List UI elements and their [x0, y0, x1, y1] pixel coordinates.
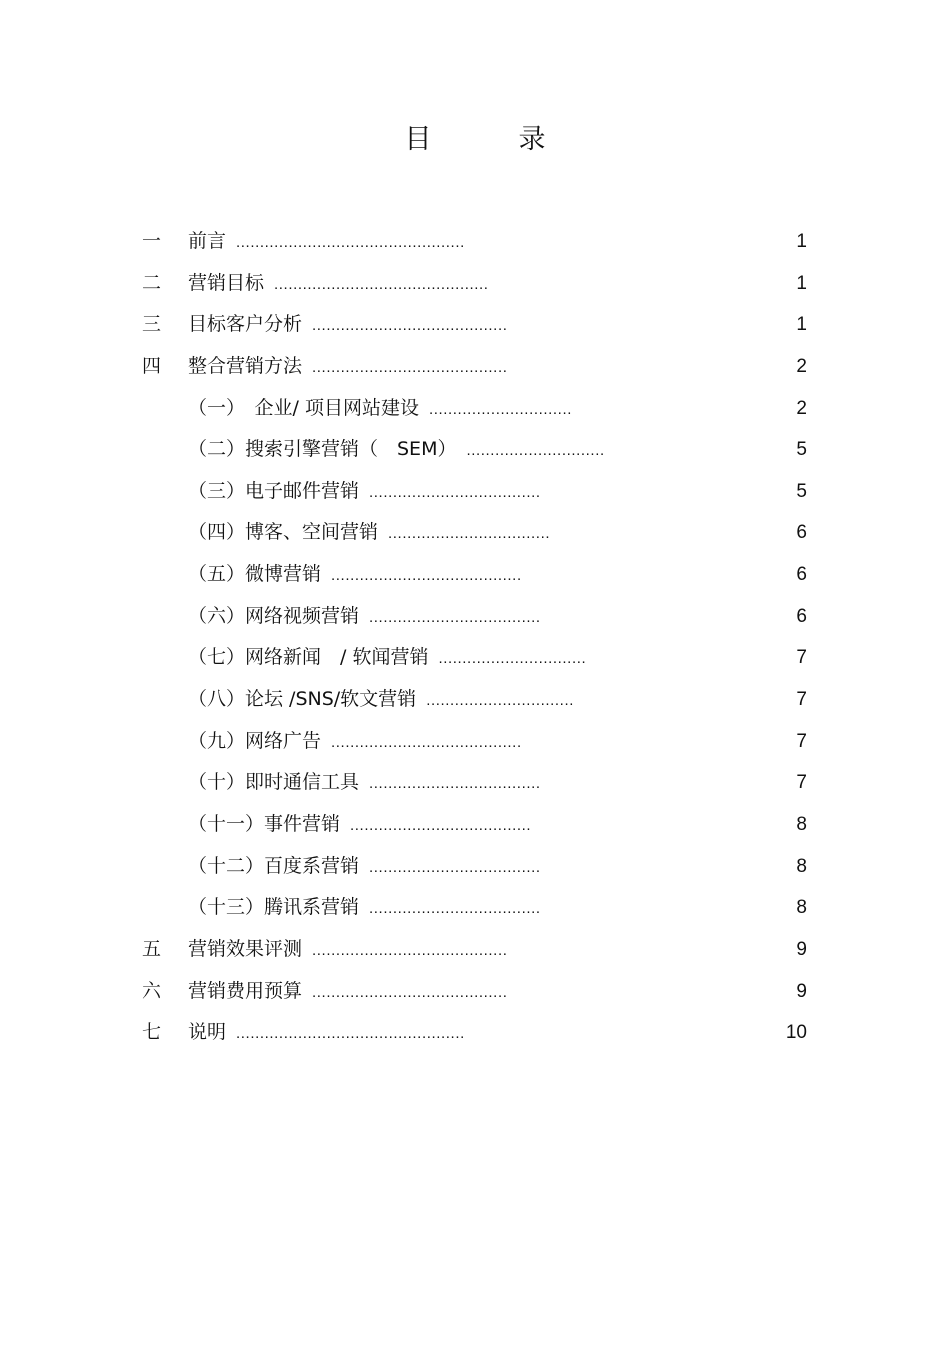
toc-entry-title-line: [188, 929, 507, 972]
toc-entry[interactable]: [0, 304, 950, 346]
toc-page-number: 9: [796, 938, 807, 960]
toc-entry-title: （七）网络新闻 / 软闻营销: [188, 646, 429, 669]
toc-entry-title: 整合营销方法: [188, 354, 303, 377]
toc-page-number: 6: [796, 522, 807, 544]
toc-dot-leader: .........................................: [312, 317, 508, 335]
toc-entry[interactable]: [0, 846, 950, 888]
toc-page-number: 7: [796, 772, 807, 794]
toc-dot-leader: .............................................: [274, 275, 489, 293]
toc-entry[interactable]: [0, 762, 950, 804]
toc-entry-title-line: [188, 762, 541, 805]
toc-entry-title: （六）网络视频营销: [188, 604, 360, 627]
toc-entry-title-line: [188, 554, 522, 597]
toc-entry-number: 七: [142, 1021, 162, 1044]
toc-entry[interactable]: [0, 971, 950, 1013]
toc-dot-leader: ...............................: [426, 692, 574, 710]
toc-dot-leader: ........................................: [331, 733, 522, 751]
toc-dot-leader: ...............................: [438, 650, 587, 668]
toc-dot-leader: ....................................: [369, 775, 541, 793]
toc-entry[interactable]: [0, 596, 950, 638]
toc-entry-number: 五: [142, 937, 162, 960]
toc-dot-leader: ......................................: [350, 816, 532, 834]
toc-dot-leader: ..............................: [428, 400, 572, 418]
toc-entry-title: （十）即时通信工具: [188, 771, 360, 794]
toc-entry-title-line: [188, 471, 541, 514]
toc-page-number: 7: [796, 689, 807, 711]
toc-page-number: 1: [796, 231, 807, 252]
toc-page-number: 7: [796, 730, 807, 752]
toc-entry[interactable]: [0, 471, 950, 513]
toc-entry[interactable]: [0, 887, 950, 929]
toc-entry-title-line: [188, 429, 605, 472]
toc-entry[interactable]: [0, 1012, 950, 1054]
toc-entry[interactable]: [0, 637, 950, 679]
toc-entry[interactable]: [0, 721, 950, 763]
toc-entry-number: 二: [142, 271, 162, 294]
toc-entry-title-line: [188, 221, 465, 264]
toc-page-number: 9: [796, 980, 807, 1002]
toc-entry[interactable]: [0, 263, 950, 305]
toc-entry-title: （九）网络广告: [188, 729, 322, 752]
toc-entry-title-line: [188, 512, 550, 555]
toc-entry-title: （十三）腾讯系营销: [188, 896, 360, 919]
toc-entry-title: 目标客户分析: [188, 313, 303, 336]
toc-entry-title-line: [188, 846, 541, 889]
toc-page-number: 8: [796, 855, 807, 877]
toc-entry-title-line: [188, 887, 541, 930]
toc-entry-title: （三）电子邮件营销: [188, 479, 360, 502]
toc-entry[interactable]: [0, 554, 950, 596]
toc-page-number: 8: [796, 813, 807, 835]
toc-entry-title: 营销效果评测: [188, 937, 303, 960]
toc-entry-title: （八）论坛 /SNS/软文营销: [188, 688, 417, 711]
toc-entry-title: （二）搜索引擎营销（ SEM）: [188, 438, 457, 461]
toc-dot-leader: ....................................: [369, 900, 541, 918]
toc-dot-leader: ................................................: [236, 234, 465, 251]
toc-dot-leader: ................................................: [236, 1025, 465, 1043]
toc-entry-title-line: [188, 721, 522, 764]
toc-entry-title-line: [188, 304, 507, 347]
toc-entry-number: 四: [142, 354, 162, 377]
toc-entry[interactable]: [0, 429, 950, 471]
toc-entry-title-line: [188, 804, 531, 847]
toc-page-number: 7: [796, 647, 807, 669]
toc-entry-title: （四）博客、空间营销: [188, 521, 379, 544]
toc-entry-title: 营销目标: [188, 271, 265, 294]
toc-page-number: 6: [796, 564, 807, 586]
toc-page-number: 10: [785, 1022, 807, 1044]
toc-entry[interactable]: [0, 388, 950, 430]
toc-dot-leader: ....................................: [369, 608, 541, 626]
toc-page-number: 5: [796, 439, 807, 461]
toc-entry-title-line: [188, 637, 586, 680]
toc-entry-title-line: [188, 596, 541, 639]
toc-entry[interactable]: [0, 804, 950, 846]
toc-entry[interactable]: [0, 512, 950, 554]
toc-entry[interactable]: [0, 679, 950, 721]
toc-entry-title: （五）微博营销: [188, 563, 322, 586]
toc-entry-title: （十二）百度系营销: [188, 854, 360, 877]
toc-entry-number: 一: [142, 230, 162, 252]
toc-entry-title: 前言: [188, 230, 227, 252]
toc-page-number: 2: [796, 355, 807, 377]
toc-entry-title-line: [188, 1012, 465, 1055]
toc-entry-title-line: [188, 679, 574, 722]
toc-page-number: 1: [796, 314, 807, 336]
toc-entry-title: 营销费用预算: [188, 979, 303, 1002]
toc-entry-title: 说明: [188, 1021, 227, 1044]
toc-entry-title: （一） 企业/ 项目网站建设: [188, 396, 419, 419]
toc-dot-leader: ....................................: [369, 483, 541, 501]
toc-dot-leader: .........................................: [312, 358, 508, 376]
toc-page-number: 2: [796, 397, 807, 419]
toc-entry[interactable]: [0, 929, 950, 971]
toc-dot-leader: .........................................: [312, 941, 508, 959]
table-of-contents: [0, 221, 950, 1054]
toc-page-number: 8: [796, 897, 807, 919]
toc-entry-number: 六: [142, 979, 162, 1002]
toc-page-number: 1: [796, 272, 807, 294]
toc-entry-title-line: [188, 388, 572, 431]
toc-entry-title-line: [188, 263, 489, 306]
toc-entry[interactable]: [0, 221, 950, 263]
toc-dot-leader: .............................: [466, 442, 605, 460]
toc-dot-leader: ........................................: [331, 567, 522, 585]
toc-entry[interactable]: [0, 346, 950, 388]
toc-entry-title-line: [188, 971, 507, 1014]
toc-entry-title-line: [188, 346, 507, 389]
toc-page-number: 5: [796, 480, 807, 502]
toc-dot-leader: ..................................: [388, 525, 551, 543]
page-title: 目 录: [404, 124, 576, 155]
toc-dot-leader: .........................................: [312, 983, 508, 1001]
toc-entry-number: 三: [142, 313, 162, 336]
toc-page-number: 6: [796, 605, 807, 627]
toc-entry-title: （十一）事件营销: [188, 812, 341, 835]
toc-dot-leader: ....................................: [369, 858, 541, 876]
